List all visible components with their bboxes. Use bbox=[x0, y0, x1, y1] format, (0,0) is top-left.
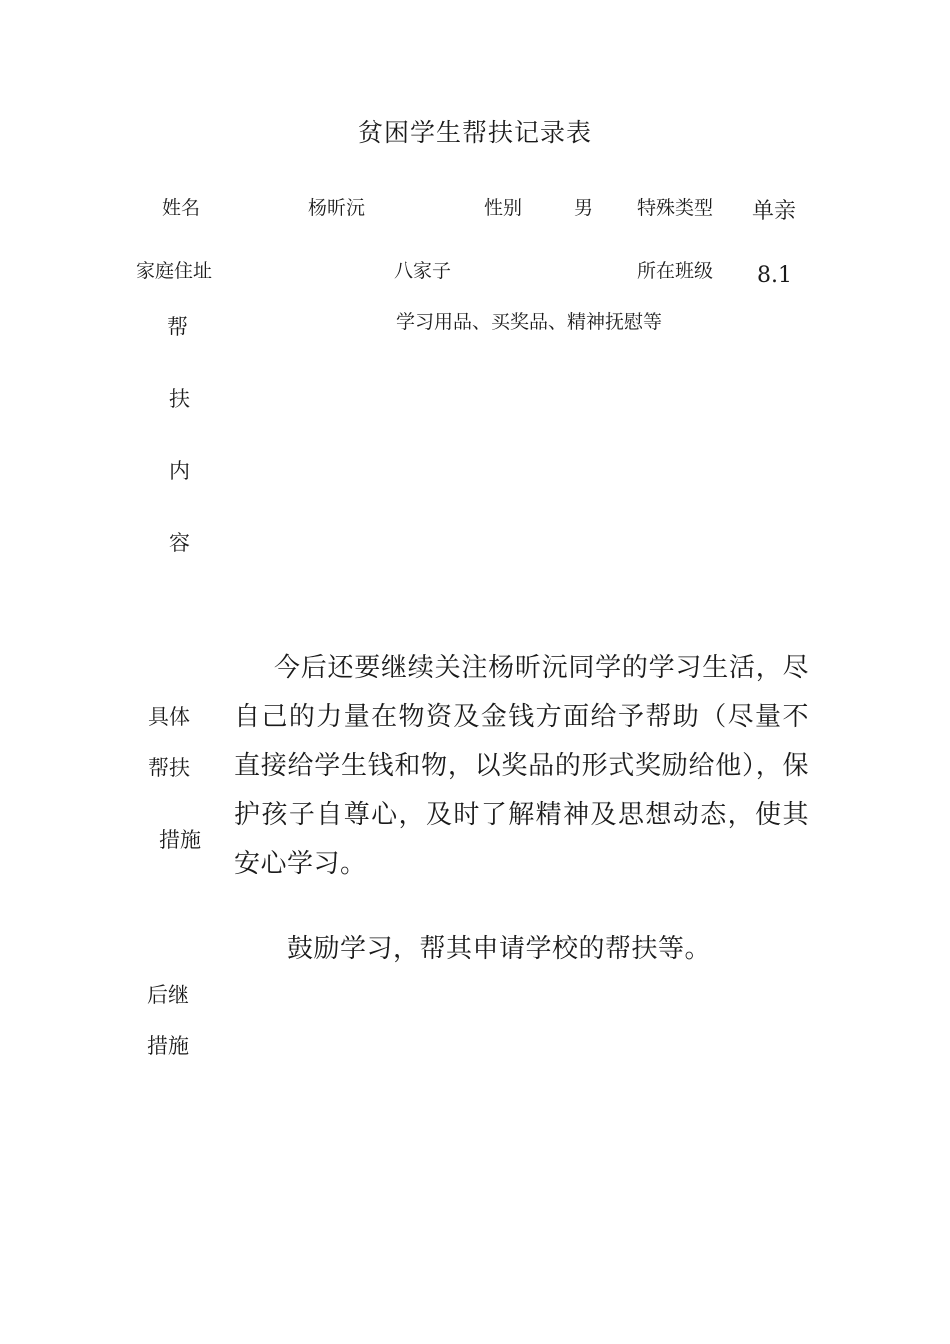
help-content-value: 学习用品、买奖品、精神抚慰等 bbox=[396, 311, 663, 333]
address-value: 八家子 bbox=[394, 260, 452, 282]
name-value: 杨昕沅 bbox=[308, 197, 366, 219]
class-value: 8.1 bbox=[757, 263, 792, 288]
specific-measures-label-line: 具体 bbox=[148, 705, 190, 729]
gender-value: 男 bbox=[574, 197, 594, 219]
class-label: 所在班级 bbox=[637, 260, 714, 282]
follow-up-measures-label-line: 措施 bbox=[147, 1034, 189, 1058]
specific-measures-label-line: 帮扶 bbox=[148, 756, 190, 780]
address-label: 家庭住址 bbox=[136, 260, 213, 282]
page-title: 贫困学生帮扶记录表 bbox=[357, 118, 592, 147]
specific-measures-label-line: 措施 bbox=[159, 828, 201, 852]
special-type-label: 特殊类型 bbox=[637, 197, 714, 219]
gender-label: 性别 bbox=[484, 197, 523, 219]
special-type-value: 单亲 bbox=[752, 199, 797, 224]
help-content-label-char: 内 bbox=[169, 459, 190, 483]
help-content-label-char: 容 bbox=[169, 531, 190, 555]
follow-up-measures-text: 鼓励学习，帮其申请学校的帮扶等。 bbox=[287, 934, 712, 964]
help-content-label-char: 帮 bbox=[167, 315, 188, 339]
follow-up-measures-label-line: 后继 bbox=[147, 983, 189, 1007]
specific-measures-text: 今后还要继续关注杨昕沅同学的学习生活，尽自己的力量在物资及金钱方面给予帮助（尽量不直接给学生钱和物，以奖品的形式奖励给他），保护孩子自尊心，及时了解精神及思想动态，使其安心学习。 bbox=[234, 653, 809, 879]
help-content-label-char: 扶 bbox=[169, 387, 190, 411]
name-label: 姓名 bbox=[162, 197, 201, 219]
